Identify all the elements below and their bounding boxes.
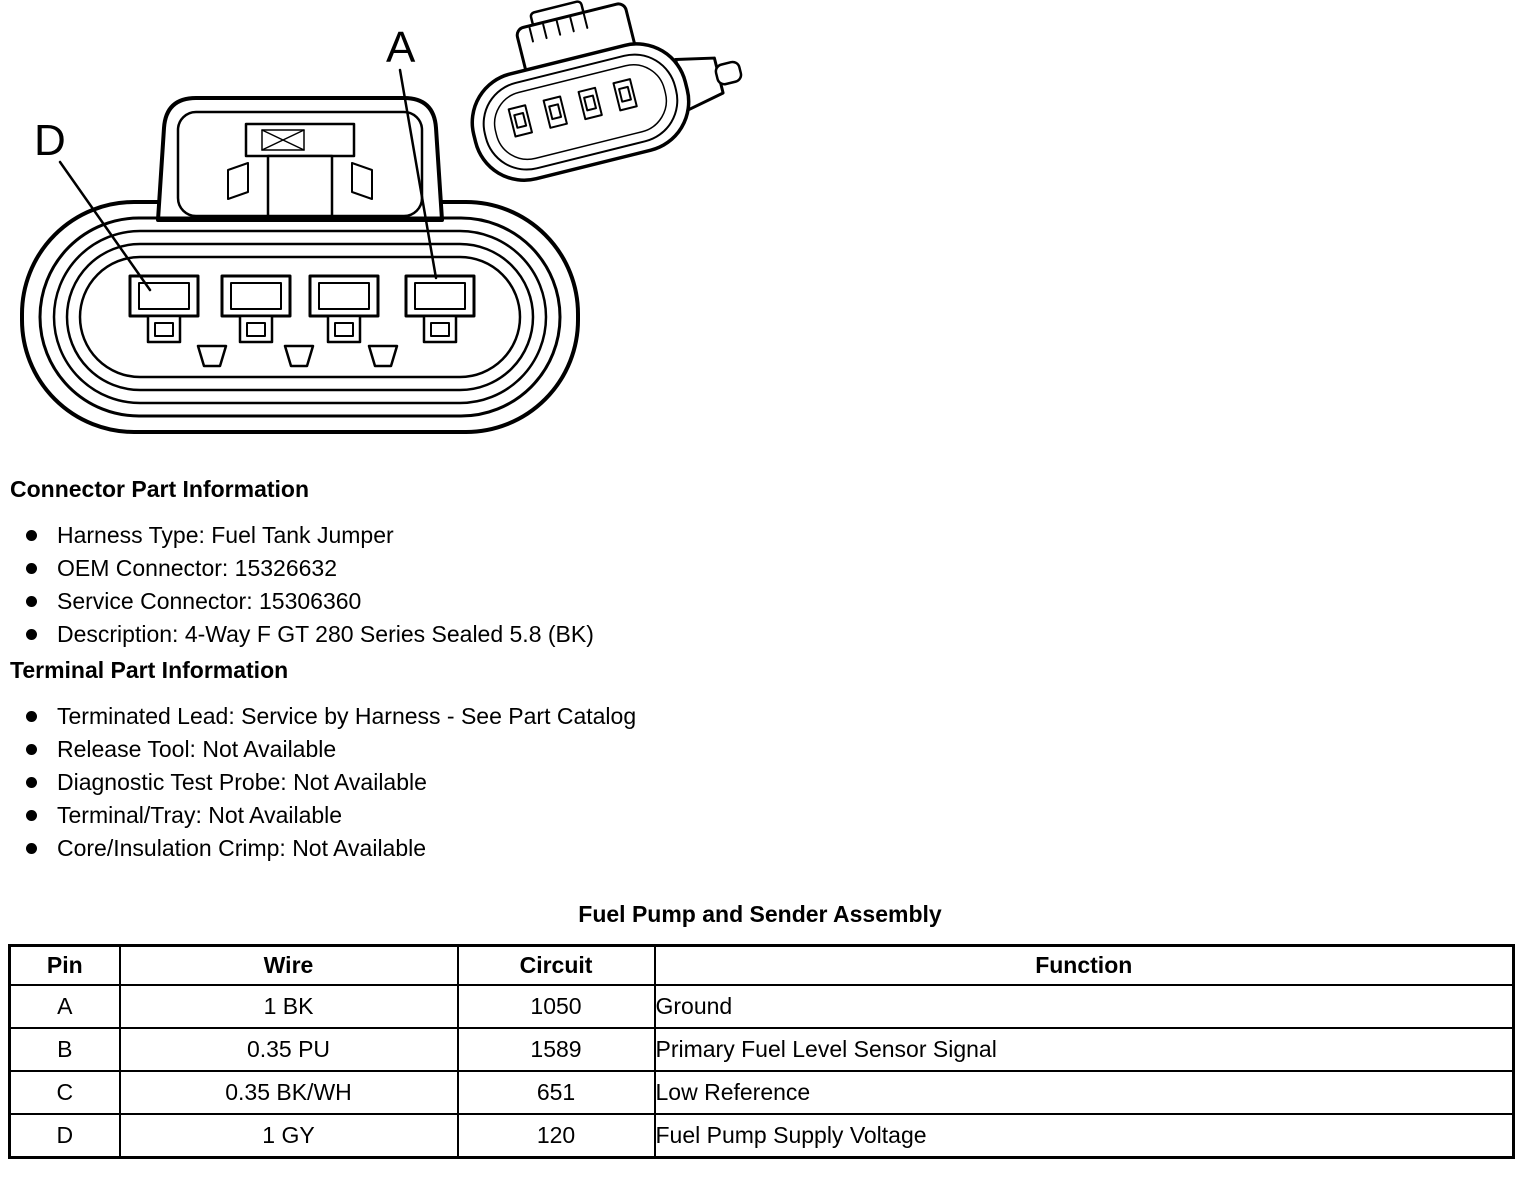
cell-circuit: 1589 [458,1028,655,1071]
connector-part-info-section [0,476,1520,651]
list-item-text: Description: 4-Way F GT 280 Series Sealed 5.8 (BK) [57,621,594,647]
list-item-text: Harness Type: Fuel Tank Jumper [57,522,394,548]
bullet-icon [26,530,37,541]
column-header-circuit: Circuit [458,946,655,986]
bullet-icon [26,711,37,722]
list-item [0,519,1520,552]
pinout-table [8,944,1515,1159]
list-item-text: Release Tool: Not Available [57,736,337,762]
bullet-icon [26,810,37,821]
bullet-icon [26,744,37,755]
bullet-icon [26,843,37,854]
connector-3d-view [449,0,754,191]
cell-function: Primary Fuel Level Sensor Signal [655,1028,1514,1071]
bullet-icon [26,563,37,574]
list-item-text: Diagnostic Test Probe: Not Available [57,769,427,795]
table-header-row [10,946,1514,986]
cell-wire: 0.35 BK/WH [120,1071,458,1114]
cell-wire: 0.35 PU [120,1028,458,1071]
bullet-icon [26,596,37,607]
cell-pin: B [10,1028,120,1071]
pinout-table-title: Fuel Pump and Sender Assembly [578,901,942,927]
terminal-part-info-section [0,657,1520,865]
list-item [0,552,1520,585]
cell-pin: A [10,985,120,1028]
cell-circuit: 120 [458,1114,655,1158]
column-header-wire: Wire [120,946,458,986]
cell-function: Fuel Pump Supply Voltage [655,1114,1514,1158]
list-item [0,799,1520,832]
bullet-icon [26,629,37,640]
cell-pin: C [10,1071,120,1114]
list-item-text: Terminated Lead: Service by Harness - See Part Catalog [57,703,637,729]
table-row [10,1071,1514,1114]
list-item-text: OEM Connector: 15326632 [57,555,338,581]
list-item-text: Service Connector: 15306360 [57,588,362,614]
cell-pin: D [10,1114,120,1158]
list-item [0,832,1520,865]
pin-d-label: D [34,116,66,165]
list-item-text: Core/Insulation Crimp: Not Available [57,835,427,861]
cell-circuit: 651 [458,1071,655,1114]
bullet-icon [26,777,37,788]
column-header-pin: Pin [10,946,120,986]
list-item-text: Terminal/Tray: Not Available [57,802,343,828]
cell-function: Ground [655,985,1514,1028]
terminal-part-info-list [0,700,1520,865]
list-item [0,585,1520,618]
list-item [0,766,1520,799]
list-item [0,700,1520,733]
cell-function: Low Reference [655,1071,1514,1114]
connector-part-info-heading: Connector Part Information [10,476,310,502]
cell-circuit: 1050 [458,985,655,1028]
column-header-function: Function [655,946,1514,986]
cell-wire: 1 BK [120,985,458,1028]
terminal-part-info-heading: Terminal Part Information [10,657,289,683]
pin-a-label: A [386,23,416,72]
table-row [10,1028,1514,1071]
list-item [0,618,1520,651]
table-row [10,1114,1514,1158]
connector-body-outline [22,202,578,432]
cell-wire: 1 GY [120,1114,458,1158]
connector-diagram [0,0,1520,462]
table-row [10,985,1514,1028]
list-item [0,733,1520,766]
connector-part-info-list [0,519,1520,651]
